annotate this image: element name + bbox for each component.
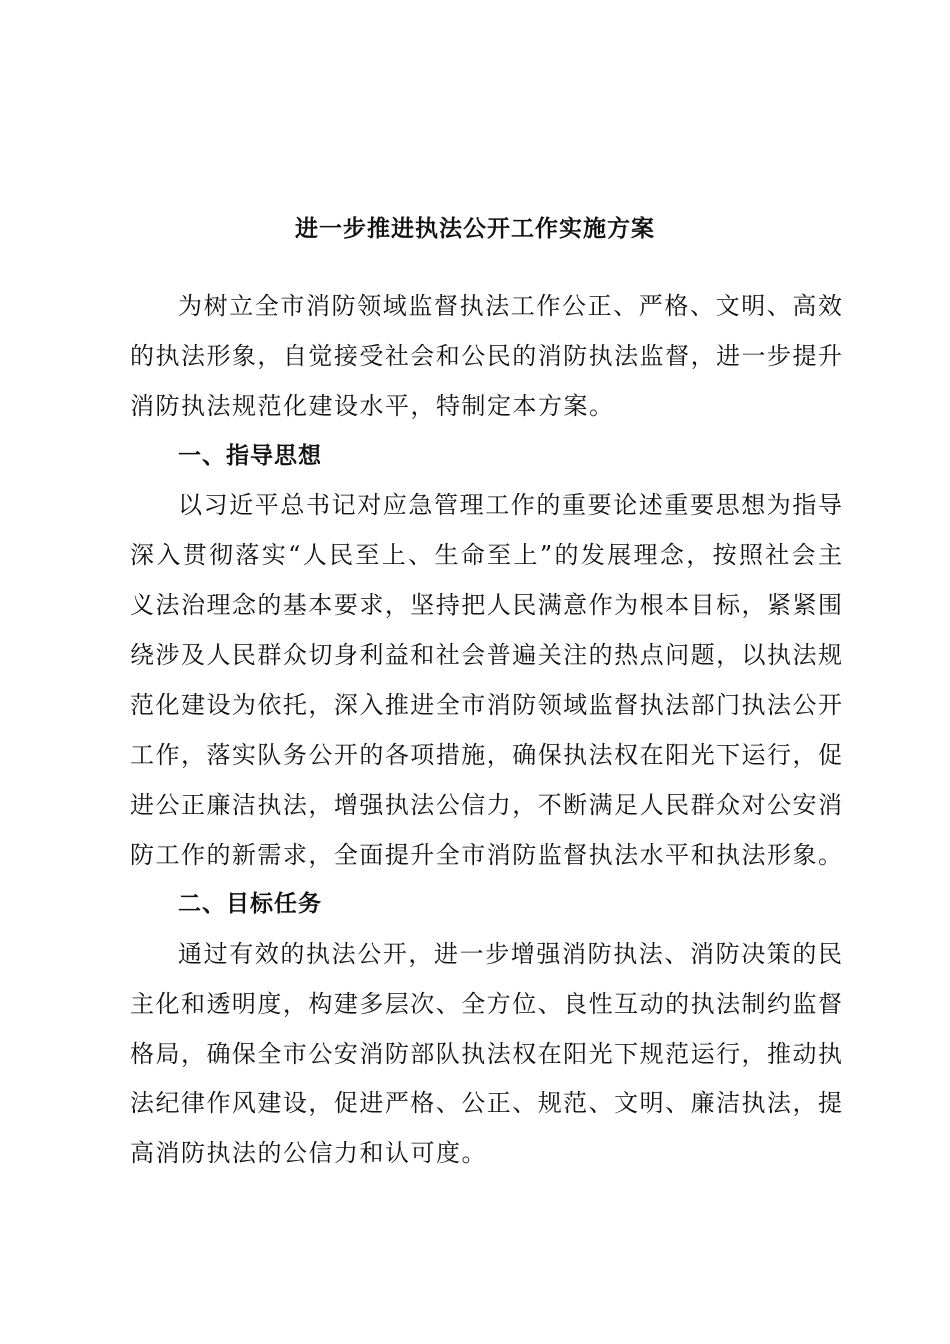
section2-line-5: 高消防执法的公信力和认可度。 [130, 1139, 487, 1167]
section2-heading: 二、目标任务 [178, 891, 322, 917]
section2-line-1: 通过有效的执法公开，进一步增强消防执法、消防决策的民 [178, 940, 842, 968]
intro-line-3: 消防执法规范化建设水平，特制定本方案。 [130, 392, 615, 420]
section2-line-2: 主化和透明度，构建多层次、全方位、良性互动的执法制约监督 [130, 990, 842, 1018]
section1-line-2: 深入贯彻落实“人民至上、生命至上”的发展理念，按照社会主 [130, 541, 842, 569]
section1-heading: 一、指导思想 [178, 443, 322, 469]
intro-line-1: 为树立全市消防领域监督执法工作公正、严格、文明、高效 [178, 292, 842, 320]
section1-line-4: 绕涉及人民群众切身利益和社会普遍关注的热点问题，以执法规 [130, 641, 842, 669]
section2-line-4: 法纪律作风建设，促进严格、公正、规范、文明、廉洁执法，提 [130, 1089, 842, 1117]
intro-line-2: 的执法形象，自觉接受社会和公民的消防执法监督，进一步提升 [130, 342, 842, 370]
section1-line-3: 义法治理念的基本要求，坚持把人民满意作为根本目标，紧紧围 [130, 591, 842, 619]
section1-line-1: 以习近平总书记对应急管理工作的重要论述重要思想为指导 [178, 491, 842, 519]
section1-line-5: 范化建设为依托，深入推进全市消防领域监督执法部门执法公开 [130, 691, 842, 719]
section1-line-8: 防工作的新需求，全面提升全市消防监督执法水平和执法形象。 [130, 841, 842, 869]
document-title: 进一步推进执法公开工作实施方案 [295, 216, 655, 242]
section1-line-7: 进公正廉洁执法，增强执法公信力，不断满足人民群众对公安消 [130, 791, 842, 819]
section1-line-6: 工作，落实队务公开的各项措施，确保执法权在阳光下运行，促 [130, 741, 842, 769]
section2-line-3: 格局，确保全市公安消防部队执法权在阳光下规范运行，推动执 [130, 1040, 842, 1068]
